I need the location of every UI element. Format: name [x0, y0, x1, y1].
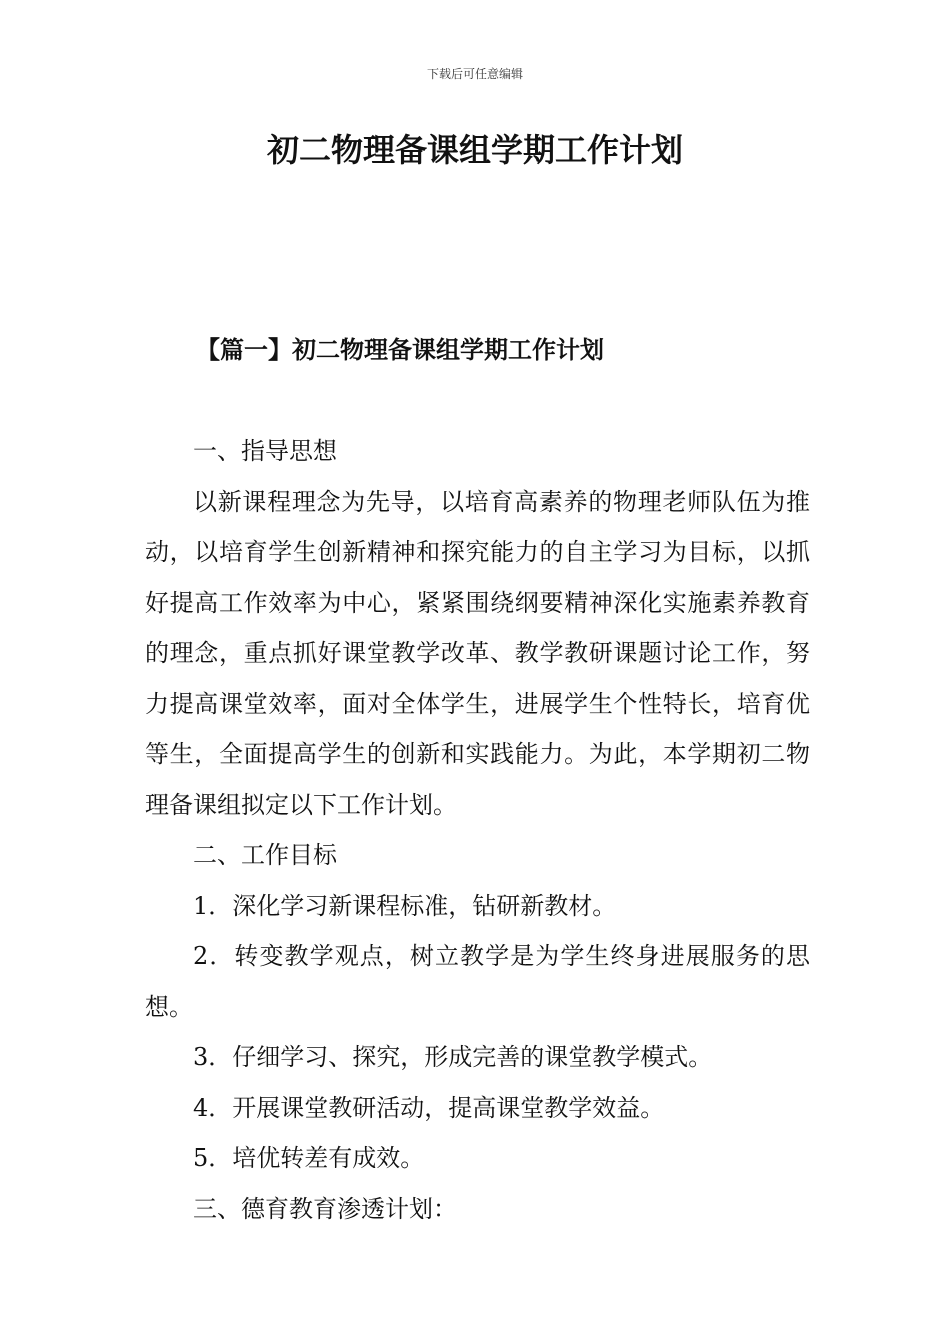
heading-work-goals: 二、工作目标	[193, 841, 337, 869]
list-item-goal-1: 1．深化学习新课程标准，钻研新教材。	[193, 891, 617, 920]
section-title: 【篇一】初二物理备课组学期工作计划	[196, 335, 604, 364]
list-item-goal-2: 2．转变教学观点，树立教学是为学生终身进展服务的思想。	[145, 942, 810, 1021]
document-body	[145, 426, 810, 1234]
heading-moral-education-plan: 三、德育教育渗透计划：	[193, 1194, 457, 1223]
list-item-goal-3: 3．仔细学习、探究，形成完善的课堂教学模式。	[193, 1043, 713, 1071]
heading-guiding-ideology: 一、指导思想	[193, 437, 337, 465]
paragraph-guiding-ideology: 以新课程理念为先导，以培育高素养的物理老师队伍为推动，以培育学生创新精神和探究能力的自主学习为目标，以抓好提高工作效率为中心，紧紧围绕纲要精神深化实施素养教育的理念，重点抓好课堂教学改革、教学教研课题讨论工作，努力提高课堂效率，面对全体学生，进展学生个性特长，培育优等生，全面提高学生的创新和实践能力。为此，本学期初二物理备课组拟定以下工作计划。	[145, 487, 810, 819]
header-note: 下载后可任意编辑	[426, 67, 523, 81]
list-item-goal-4: 4．开展课堂教研活动，提高课堂教学效益。	[193, 1093, 665, 1122]
document-title: 初二物理备课组学期工作计划	[266, 131, 683, 169]
list-item-goal-5: 5．培优转差有成效。	[193, 1144, 425, 1172]
